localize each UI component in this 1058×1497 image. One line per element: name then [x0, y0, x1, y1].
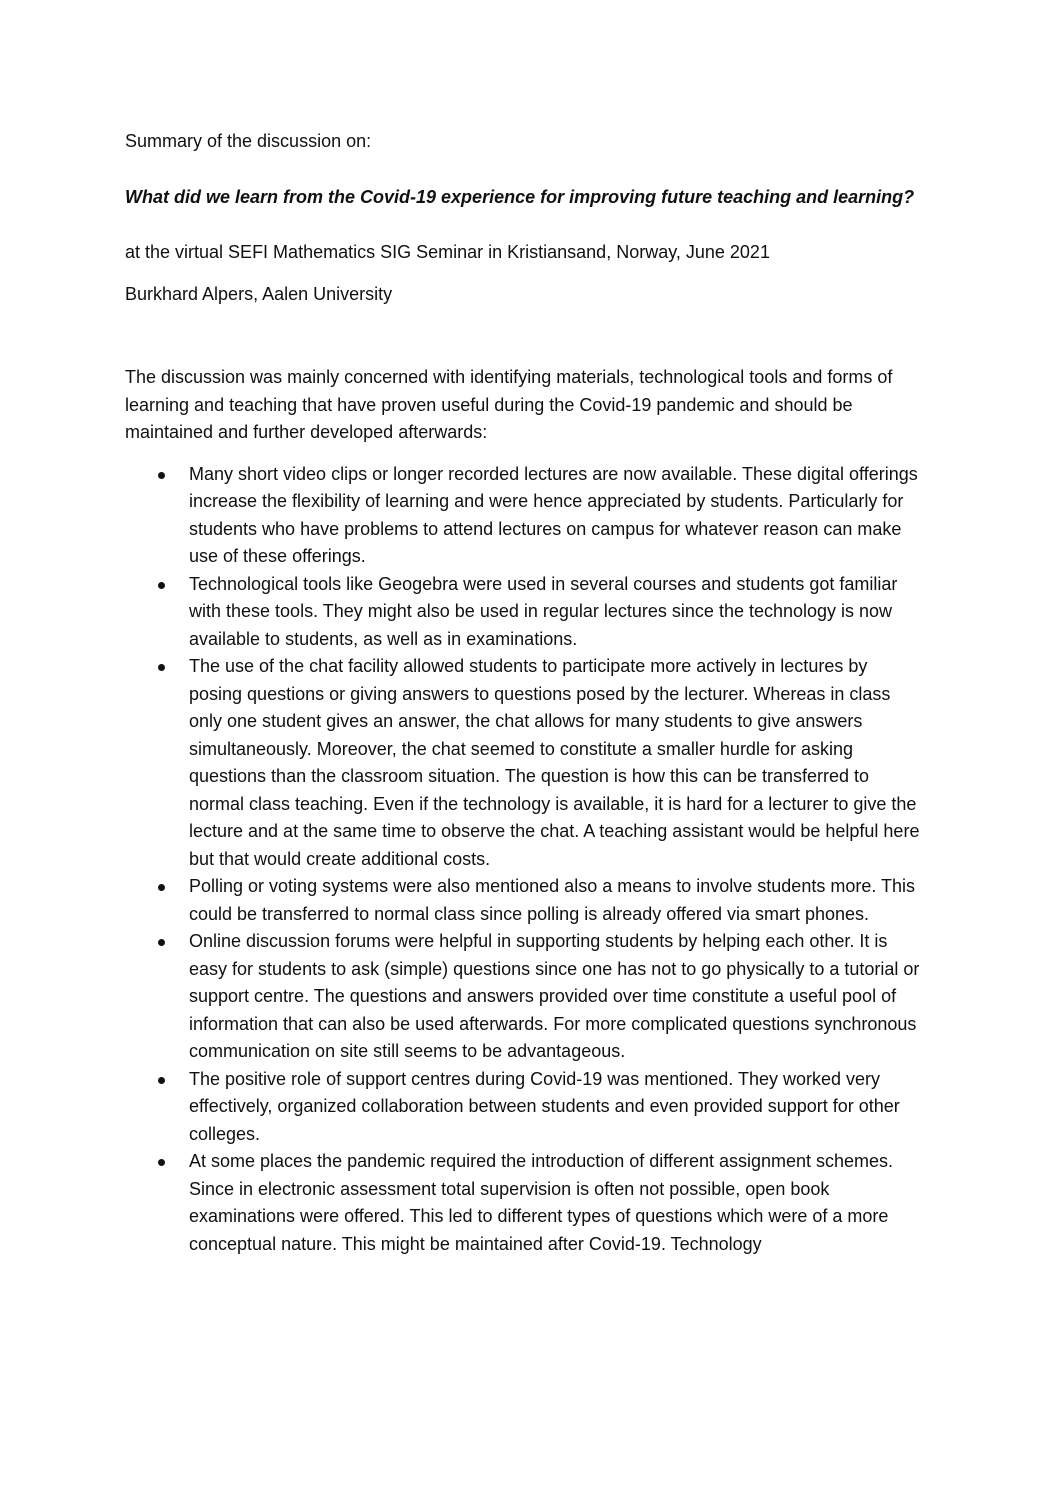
document-title: What did we learn from the Covid-19 experience for improving future teaching and learning? — [125, 186, 915, 207]
bullet-dot-icon — [158, 664, 165, 671]
intro-paragraph: The discussion was mainly concerned with identifying materials, technological tools and forms of learning and teaching that have proven useful during the Covid-19 pandemic and should be maintained and further developed afterwards: — [125, 367, 893, 442]
event-line: at the virtual SEFI Mathematics SIG Seminar in Kristiansand, Norway, June 2021 — [125, 242, 770, 262]
intro-label: Summary of the discussion on: — [125, 131, 372, 151]
bullet-text: At some places the pandemic required the introduction of different assignment schemes. Since in electronic assessment total supervision is often not possible, open book examinations were offered. This led to different types of questions which were of a more conceptual nature. This might be maintained after Covid-19. Technology — [189, 1151, 894, 1254]
bullet-dot-icon — [158, 939, 165, 946]
bullet-dot-icon — [158, 884, 165, 891]
bullet-dot-icon — [158, 472, 165, 479]
bullet-dot-icon — [158, 1159, 165, 1166]
bullet-text: Many short video clips or longer recorded lectures are now available. These digital offerings increase the flexibility of learning and were hence appreciated by students. Particularly for students who have problems to attend lectures on campus for whatever reason can make use of these offerings. — [189, 463, 918, 566]
bullet-item — [125, 1148, 925, 1258]
bullet-item — [125, 571, 925, 654]
document-body — [125, 128, 925, 1258]
bullet-dot-icon — [158, 1077, 165, 1084]
bullet-item — [125, 1066, 925, 1149]
bullet-text: The positive role of support centres during Covid-19 was mentioned. They worked very effectively, organized collaboration between students and even provided support for other colleges. — [189, 1068, 900, 1144]
bullet-text: Technological tools like Geogebra were used in several courses and students got familiar with these tools. They might also be used in regular lectures since the technology is now available to students, as well as in examinations. — [189, 573, 898, 649]
bullet-text: The use of the chat facility allowed students to participate more actively in lectures by posing questions or giving answers to questions posed by the lecturer. Whereas in class only one student gives an answer, the chat allows for many students to give answers simultaneously. Moreover, the chat seemed to constitute a smaller hurdle for asking questions than the classroom situation. The question is how this can be transferred to normal class teaching. Even if the technology is available, it is hard for a lecturer to give the lecture and at the same time to observe the chat. A teaching assistant would be helpful here but that would create additional costs. — [189, 656, 920, 869]
bullet-text: Online discussion forums were helpful in supporting students by helping each other. It is easy for students to ask (simple) questions since one has not to go physically to a tutorial or support centre. The questions and answers provided over time constitute a useful pool of information that can also be used afterwards. For more complicated questions synchronous communication on site still seems to be advantageous. — [189, 931, 920, 1061]
bullet-dot-icon — [158, 582, 165, 589]
bullet-item — [125, 461, 925, 571]
bullet-item — [125, 873, 925, 928]
bullet-text: Polling or voting systems were also mentioned also a means to involve students more. This could be transferred to normal class since polling is already offered via smart phones. — [189, 876, 916, 924]
bullet-item — [125, 653, 925, 873]
author-line: Burkhard Alpers, Aalen University — [125, 283, 393, 304]
bullet-list — [125, 461, 925, 1259]
bullet-item — [125, 928, 925, 1066]
